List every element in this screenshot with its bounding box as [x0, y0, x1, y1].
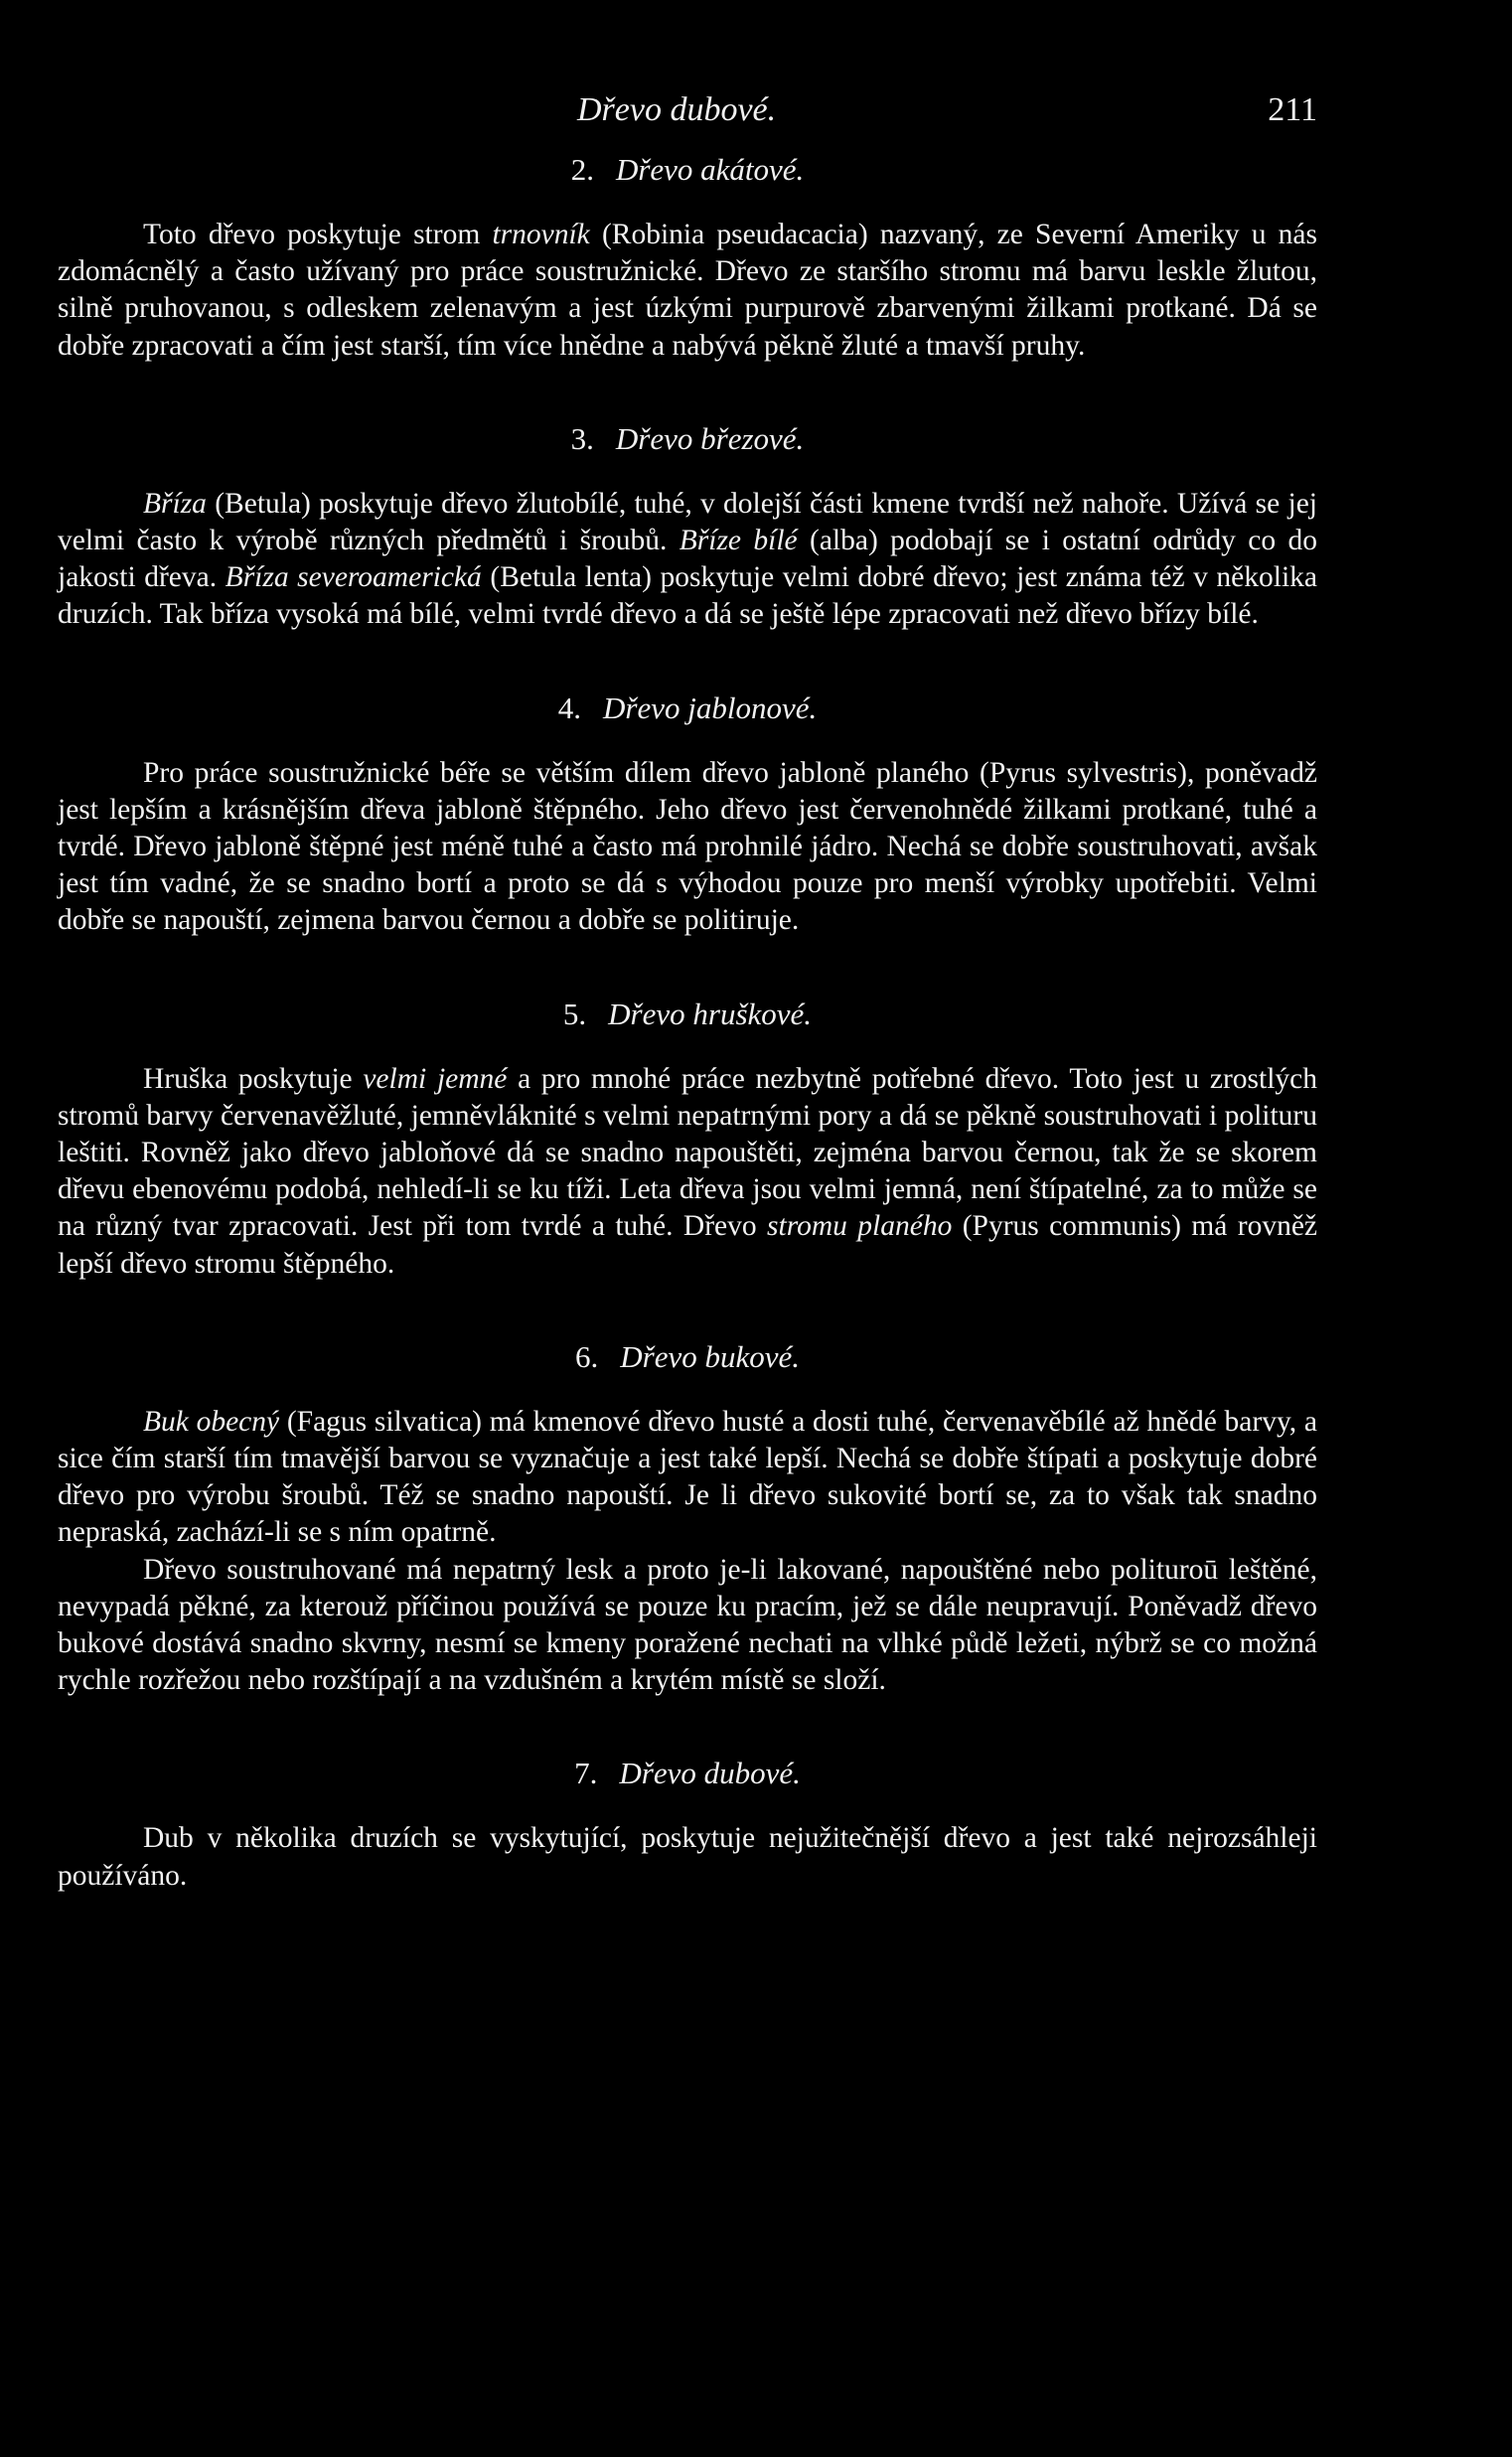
section: [58, 690, 1317, 940]
section: [58, 151, 1317, 365]
section-number: 5.: [562, 996, 587, 1031]
italic-term: Bříza: [143, 487, 207, 520]
italic-term: trnovník: [492, 219, 590, 250]
page-number: 211: [1268, 91, 1317, 128]
section-heading: [58, 151, 1317, 189]
section-number: 6.: [575, 1338, 599, 1374]
section: [58, 1755, 1317, 1894]
sections-container: [58, 151, 1317, 1895]
section-title: Dřevo dubové.: [619, 1756, 801, 1791]
text-run: (Betula lenta) poskytuje velmi dobré dřevo; jest známa též v několika druzích. Tak bříza vysoká má bílé, velmi tvrdé dřevo a dá se ještě lépe zpracovati než dřevo břízy bílé.: [58, 561, 1317, 631]
paragraph: [58, 1061, 1317, 1283]
section-heading: [58, 1338, 1317, 1376]
section-number: 2.: [570, 152, 594, 187]
section-gap: [58, 365, 1317, 420]
section-title: Dřevo hruškové.: [608, 996, 813, 1031]
italic-term: Buk obecný: [143, 1405, 280, 1438]
section-number: 7.: [574, 1756, 598, 1791]
section-gap: [58, 634, 1317, 690]
text-run: Dřevo soustruhované má nepatrný lesk a proto je-li lakované, napouštěné nebo polituroū leštěné, nevypadá pěkné, za kterouž příčinou používá se pouze ku pracím, jež se dále neupravují. Poněvadž dřevo bukové dostává snadno skvrny, nesmí se kmeny poražené nechati na vlhké půdě ležeti, nýbrž se co možná rychle rozřežou nebo rozštípají a na vzdušném a krytém místě se složí.: [58, 1553, 1317, 1697]
section-number: 4.: [557, 690, 582, 725]
section-gap: [58, 1283, 1317, 1338]
text-run: a pro mnohé práce nezbytně potřebné dřevo. Toto jest u zrostlých stromů barvy červenavěžluté, jemněvláknité s velmi nepatrnými pory a dá se pěkně soustruhovati i polituru leštiti. Rovněž jako dřevo jabloňové dá se snadno napouštěti, zejména barvou černou, tak že se skorem dřevu ebenovému podobá, nehledí-li se ku tíži. Leta dřeva jsou velmi jemná, není štípatelné, za to může se na různý tvar zpracovati. Jest při tom tvrdé a tuhé. Dřevo: [58, 1062, 1317, 1243]
text-run: Pro práce soustružnické béře se větším dílem dřevo jabloně planého (Pyrus sylvestris), poněvadž jest lepším a krásnějším dřeva jabloně štěpného. Jeho dřevo jest červenohnědé žilkami protkané, tuhé a tvrdé. Dřevo jabloně štěpné jest méně tuhé a často má prohnilé jádro. Nechá se dobře soustruhovati, avšak jest tím vadné, že se snadno bortí a proto se dá s výhodou pouze pro menší výrobky upotřebiti. Velmi dobře se napouští, zejmena barvou černou a dobře se politiruje.: [58, 756, 1317, 937]
section-gap: [58, 1699, 1317, 1755]
italic-term: Bříze bílé: [679, 525, 798, 557]
running-title: Dřevo dubové.: [577, 91, 777, 128]
section-title: Dřevo březové.: [615, 420, 805, 456]
section-title: Dřevo akátové.: [615, 152, 805, 187]
text-run: Hruška poskytuje: [143, 1062, 364, 1095]
italic-term: stromu planého: [767, 1210, 953, 1243]
paragraph: [58, 486, 1317, 634]
section: [58, 996, 1317, 1283]
section: [58, 1338, 1317, 1700]
italic-term: velmi jemné: [363, 1062, 508, 1095]
text-run: (Pyrus communis) má rovněž lepší dřevo stromu štěpného.: [58, 1210, 1318, 1280]
section-title: Dřevo bukové.: [620, 1338, 800, 1374]
running-head: [58, 91, 1317, 151]
book-page: [58, 91, 1317, 1895]
text-run: Dub v několika druzích se vyskytující, poskytuje nejužitečnější dřevo a jest také nejrozsáhleji používáno.: [58, 1822, 1317, 1892]
section-title: Dřevo jablonové.: [603, 690, 818, 725]
section-heading: [58, 996, 1317, 1033]
italic-term: Bříza severoamerická: [225, 561, 482, 594]
section-heading: [58, 420, 1317, 458]
text-run: (Betula) poskytuje dřevo žlutobílé, tuhé, v dolejší části kmene tvrdší než nahoře. Užívá se jej velmi často k výrobě různých předmětů i šroubů.: [58, 487, 1317, 557]
section-heading: [58, 1755, 1317, 1792]
section-heading: [58, 690, 1317, 727]
paragraph: [58, 1404, 1317, 1552]
paragraph: [58, 1820, 1317, 1894]
text-run: (Robinia pseudacacia) nazvaný, ze Severní Ameriky u nás zdomácnělý a často užívaný pro práce soustružnické. Dřevo ze staršího stromu má barvu leskle žlutou, silně pruhovanou, s odleskem zelenavým a jest úzkými purpurově zbarvenými žilkami protkané. Dá se dobře zpracovati a čím jest starší, tím více hnědne a nabývá pěkně žluté a tmavší pruhy.: [58, 219, 1317, 362]
section-number: 3.: [570, 420, 594, 456]
section: [58, 420, 1317, 634]
paragraph: [58, 217, 1317, 365]
section-gap: [58, 940, 1317, 996]
paragraph: [58, 1552, 1317, 1700]
text-run: (Fagus silvatica) má kmenové dřevo husté a dosti tuhé, červenavěbílé až hnědé barvy, a sice čím starší tím tmavější barvou se vyznačuje a jest také lepší. Nechá se dobře štípati a poskytuje dobré dřevo pro výrobu šroubů. Též se snadno napouští. Je li dřevo sukovité bortí se, za to však tak snadno nepraská, zachází-li se s ním opatrně.: [58, 1405, 1317, 1549]
paragraph: [58, 755, 1317, 940]
text-run: (alba) podobají se i ostatní odrůdy co do jakosti dřeva.: [58, 525, 1317, 594]
text-run: Toto dřevo poskytuje strom: [143, 219, 493, 250]
